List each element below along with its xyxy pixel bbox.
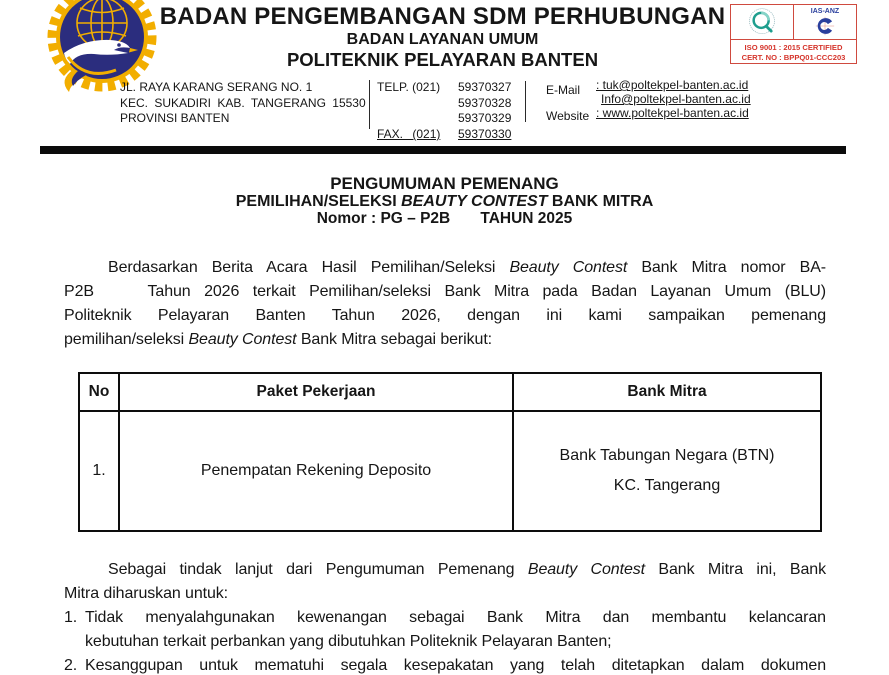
- opening-paragraph: [64, 256, 826, 352]
- p1-l4-text: pemilihan/seleksi: [64, 331, 189, 348]
- email-label: E-Mail: [546, 83, 581, 97]
- address-block: [120, 80, 382, 127]
- list-item-1-number: 1.: [64, 609, 78, 626]
- paragraph2-line1: [108, 558, 826, 582]
- p1-l1-italic: Beauty Contest: [509, 259, 628, 276]
- cell-bank: [513, 411, 821, 531]
- ias-anz-label: IAS-ANZ: [810, 8, 840, 15]
- cell-no: 1.: [79, 411, 119, 531]
- title-line3-nomor: Nomor : PG – P2B TAHUN 2025: [316, 210, 573, 227]
- p1-l1-text: Berdasarkan Berita Acara Hasil Pemilihan/Seleksi: [108, 259, 510, 276]
- phone-label: TELP. (021): [377, 80, 441, 94]
- phone-number-2: 59370328: [458, 95, 512, 110]
- title-line2-post: BANK MITRA: [547, 192, 654, 210]
- iso-cert-line2: CERT. NO : BPPQ01-CCC203: [741, 52, 846, 62]
- iso-seal-icon: [731, 5, 794, 39]
- certification-text: [731, 40, 856, 62]
- winner-table: [78, 372, 822, 532]
- address-line2: KEC. SUKADIRI KAB. TANGERANG 15530: [120, 95, 366, 110]
- paragraph2-line2: Mitra diharuskan untuk:: [64, 585, 229, 602]
- address-line3: PROVINSI BANTEN: [120, 111, 230, 125]
- p1-l4-tail: Bank Mitra sebagai berikut:: [296, 331, 493, 348]
- list-item-2: [64, 654, 826, 675]
- contact-divider-1: [369, 80, 370, 129]
- iso-cert-line1: ISO 9001 : 2015 CERTIFIED: [744, 43, 843, 52]
- table-header-row: [79, 373, 821, 411]
- list-item-1-line2: kebutuhan terkait perbankan yang dibutuhkan Politeknik Pelayaran Banten;: [85, 633, 612, 650]
- p1-l4-italic: Beauty Contest: [188, 331, 297, 348]
- list-item-2-number: 2.: [64, 657, 78, 674]
- cell-paket: Penempatan Rekening Deposito: [119, 411, 513, 531]
- paragraph1-line1: [108, 256, 826, 280]
- letter-title: [0, 175, 889, 228]
- title-line1: PENGUMUMAN PEMENANG: [330, 174, 559, 193]
- contact-divider-2: [525, 81, 526, 122]
- bank-name: Bank Tabungan Negara (BTN): [559, 447, 775, 464]
- phone-number-3: 59370329: [458, 111, 512, 125]
- p2-l1-italic: Beauty Contest: [527, 561, 645, 578]
- paragraph1-line2: P2B Tahun 2026 terkait Pemilihan/seleksi Bank Mitra pada Badan Layanan Umum (BLU): [64, 283, 826, 300]
- col-header-no: No: [79, 373, 119, 411]
- website-link: : www.poltekpel-banten.ac.id: [596, 106, 749, 120]
- title-line2-italic: BEAUTY CONTEST: [401, 192, 548, 210]
- address-line1: JL. RAYA KARANG SERANG NO. 1: [120, 80, 313, 94]
- closing-block: [64, 558, 826, 675]
- col-header-bank: Bank Mitra: [513, 373, 821, 411]
- p1-l1-tail: Bank Mitra nomor BA-: [627, 259, 826, 276]
- fax-label: FAX. (021): [377, 127, 441, 141]
- p2-l1-text: Sebagai tindak lanjut dari Pengumuman Pemenang: [108, 561, 528, 578]
- bank-branch: KC. Tangerang: [613, 477, 721, 494]
- fax-number: 59370330: [458, 127, 512, 141]
- letterhead-rule: [40, 146, 846, 154]
- list-item-1-line1: Tidak menyalahgunakan kewenangan sebagai Bank Mitra dan membantu kelancaran: [85, 609, 826, 626]
- paragraph1-line3: Politeknik Pelayaran Banten Tahun 2026, dengan ini kami sampaikan pemenang: [64, 307, 826, 324]
- org-name-line2: BADAN LAYANAN UMUM: [346, 31, 539, 48]
- org-header: [150, 3, 735, 70]
- org-name-line1: BADAN PENGEMBANGAN SDM PERHUBUNGAN: [159, 3, 726, 30]
- phone-numbers: [458, 80, 511, 127]
- phone-number-1: 59370327: [458, 80, 512, 94]
- table-row: [79, 411, 821, 531]
- website-label: Website: [546, 109, 590, 123]
- paragraph1-line4: [64, 328, 826, 352]
- list-item-1: [64, 606, 826, 630]
- ias-anz-logo: [794, 5, 856, 39]
- email-link-secondary: Info@poltekpel-banten.ac.id: [601, 92, 751, 106]
- certification-box: [730, 4, 857, 64]
- org-name-line3: POLITEKNIK PELAYARAN BANTEN: [286, 49, 599, 70]
- ias-anz-icon: [815, 16, 835, 36]
- col-header-paket: Paket Pekerjaan: [119, 373, 513, 411]
- list-item-2-line1: Kesanggupan untuk mematuhi segala kesepakatan yang telah ditetapkan dalam dokumen: [85, 657, 826, 674]
- title-line2-pre: PEMILIHAN/SELEKSI: [235, 192, 402, 210]
- title-line2: [0, 193, 889, 211]
- p2-l1-tail: Bank Mitra ini, Bank: [644, 561, 826, 578]
- email-link-primary: : tuk@poltekpel-banten.ac.id: [596, 78, 749, 92]
